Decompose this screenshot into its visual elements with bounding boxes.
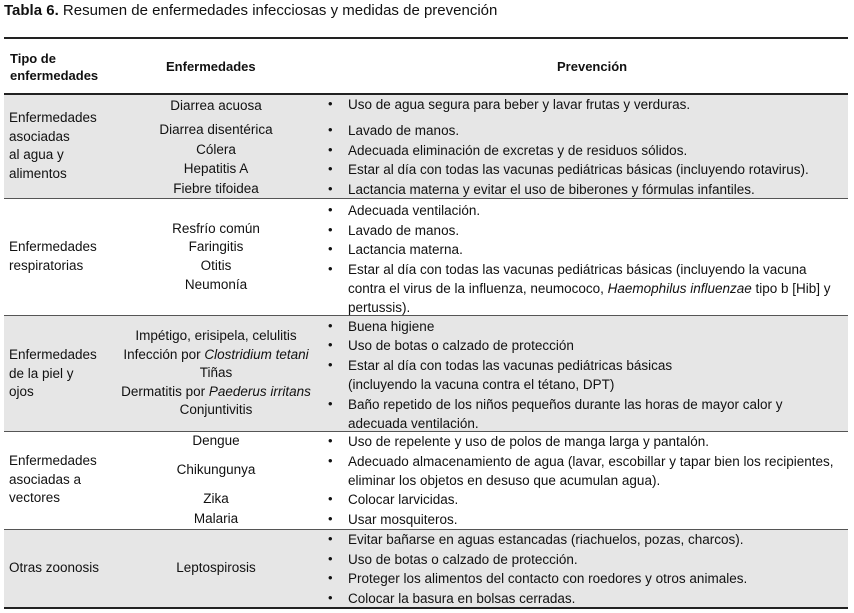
type-line: de la piel y xyxy=(9,365,74,381)
bullet-icon: • xyxy=(328,491,333,506)
disease-item: Zika xyxy=(203,491,229,506)
prevention-item: Lavado de manos. xyxy=(348,223,460,238)
disease-item: Faringitis xyxy=(188,239,244,254)
header-type-line1: Tipo de xyxy=(10,51,56,66)
type-line: ojos xyxy=(9,384,34,400)
prevention-item: Usar mosquiteros. xyxy=(348,512,458,527)
bullet-icon: • xyxy=(328,202,333,217)
type-line: alimentos xyxy=(9,166,67,182)
bullet-icon: • xyxy=(328,241,333,256)
type-line: asociadas xyxy=(9,128,70,144)
disease-item xyxy=(100,384,332,399)
prevention-item: Lactancia materna. xyxy=(348,242,463,257)
row-type-respiratory xyxy=(9,238,97,275)
prevention-item: Adecuada eliminación de excretas y de residuos sólidos. xyxy=(348,143,688,158)
header-diseases: Enfermedades xyxy=(166,59,256,74)
prevention-item: Uso de repelente y uso de polos de manga larga y pantalón. xyxy=(348,434,709,449)
disease-species-name: Clostridium tetani xyxy=(204,347,309,362)
prevention-item: Uso de botas o calzado de protección xyxy=(348,338,574,353)
disease-item: Resfrío común xyxy=(172,221,260,236)
type-line: Enfermedades xyxy=(9,239,97,254)
bullet-icon: • xyxy=(328,122,333,137)
bullet-icon: • xyxy=(328,96,333,111)
row-type-skin xyxy=(9,346,97,402)
prevention-item xyxy=(348,260,844,317)
type-line: Enfermedades xyxy=(9,110,97,125)
prevention-text: Estar al día con todas las vacunas pediátricas básicas xyxy=(348,358,673,373)
prevention-item: Buena higiene xyxy=(348,319,435,334)
type-line: asociadas a xyxy=(9,471,82,487)
bullet-icon: • xyxy=(328,511,333,526)
bullet-icon: • xyxy=(328,337,333,352)
type-line: respiratorias xyxy=(9,257,84,273)
disease-item: Cólera xyxy=(196,142,236,157)
prevention-item: Adecuada ventilación. xyxy=(348,203,481,218)
prevention-item: Colocar la basura en bolsas cerradas. xyxy=(348,591,576,606)
table-caption-label: Tabla 6. xyxy=(4,2,59,19)
bullet-icon: • xyxy=(328,261,333,276)
bullet-icon: • xyxy=(328,433,333,448)
type-line: vectores xyxy=(9,490,61,506)
prevention-item: Evitar bañarse en aguas estancadas (riachuelos, pozas, charcos). xyxy=(348,532,744,547)
disease-text: Infección por xyxy=(123,347,205,362)
table-top-rule xyxy=(4,37,848,39)
prevention-item: Uso de botas o calzado de protección. xyxy=(348,552,578,567)
disease-item: Malaria xyxy=(193,511,239,526)
disease-item: Otitis xyxy=(200,258,232,273)
prevention-item: Baño repetido de los niños pequeños durante las horas de mayor calor y adecuada ventilación. xyxy=(348,397,783,431)
disease-item: Impétigo, erisipela, celulitis xyxy=(135,328,297,343)
disease-item: Leptospirosis xyxy=(176,560,256,575)
bullet-icon: • xyxy=(328,570,333,585)
disease-item: Hepatitis A xyxy=(183,161,249,176)
bullet-icon: • xyxy=(328,318,333,333)
table-caption xyxy=(4,2,497,19)
disease-item: Tiñas xyxy=(199,365,233,380)
prevention-text: Estar al día con todas las vacunas pediátricas básicas (incluyendo la vacuna contra el virus de la influenza, neumococo, xyxy=(348,262,807,296)
prevention-text: tipo b [Hib] y pertussis). xyxy=(348,281,831,315)
bullet-icon: • xyxy=(328,531,333,546)
prevention-item xyxy=(348,356,844,394)
disease-text: Dermatitis por xyxy=(121,384,209,399)
bullet-icon: • xyxy=(328,142,333,157)
table-caption-text: Resumen de enfermedades infecciosas y medidas de prevención xyxy=(58,2,498,19)
bullet-icon: • xyxy=(328,181,333,196)
disease-item: Chikungunya xyxy=(176,462,256,477)
type-line: al agua y xyxy=(9,147,64,163)
bullet-icon: • xyxy=(328,551,333,566)
disease-species-name: Paederus irritans xyxy=(208,384,311,399)
bullet-icon: • xyxy=(328,590,333,605)
prevention-item: Lactancia materna y evitar el uso de biberones y fórmulas infantiles. xyxy=(348,182,755,197)
prevention-item: Lavado de manos. xyxy=(348,123,460,138)
type-line: Enfermedades xyxy=(9,453,97,468)
prevention-item: Uso de agua segura para beber y lavar frutas y verduras. xyxy=(348,97,691,112)
header-type xyxy=(10,50,98,84)
header-type-line2: enfermedades xyxy=(10,68,99,83)
bullet-icon: • xyxy=(328,222,333,237)
disease-item: Diarrea disentérica xyxy=(159,122,273,137)
type-line: Otras zoonosis xyxy=(9,560,100,575)
prevention-item: Estar al día con todas las vacunas pediátricas básicas (incluyendo rotavirus). xyxy=(348,162,809,177)
prevention-item: Colocar larvicidas. xyxy=(348,492,459,507)
row-type-zoonosis xyxy=(9,559,99,578)
bullet-icon: • xyxy=(328,161,333,176)
row-type-water xyxy=(9,109,97,184)
table-bottom-rule xyxy=(4,607,848,609)
disease-item: Conjuntivitis xyxy=(179,402,253,417)
prevention-item: Proteger los alimentos del contacto con roedores y otros animales. xyxy=(348,571,748,586)
disease-item: Fiebre tifoidea xyxy=(173,181,259,196)
header-prevention: Prevención xyxy=(557,59,628,74)
prevention-text: (incluyendo la vacuna contra el tétano, DPT) xyxy=(348,377,615,392)
bullet-icon: • xyxy=(328,396,333,411)
disease-item: Neumonía xyxy=(184,277,248,292)
bullet-icon: • xyxy=(328,357,333,372)
disease-item xyxy=(100,347,332,362)
row-type-vectors xyxy=(9,452,97,508)
prevention-species-name: Haemophilus influenzae xyxy=(607,281,752,296)
disease-item: Diarrea acuosa xyxy=(170,98,262,113)
type-line: Enfermedades xyxy=(9,347,97,362)
prevention-item: Adecuado almacenamiento de agua (lavar, escobillar y tapar bien los recipientes, eliminar los objetos en desuso que acumulan agua). xyxy=(348,454,834,488)
disease-item: Dengue xyxy=(192,433,240,448)
bullet-icon: • xyxy=(328,453,333,468)
